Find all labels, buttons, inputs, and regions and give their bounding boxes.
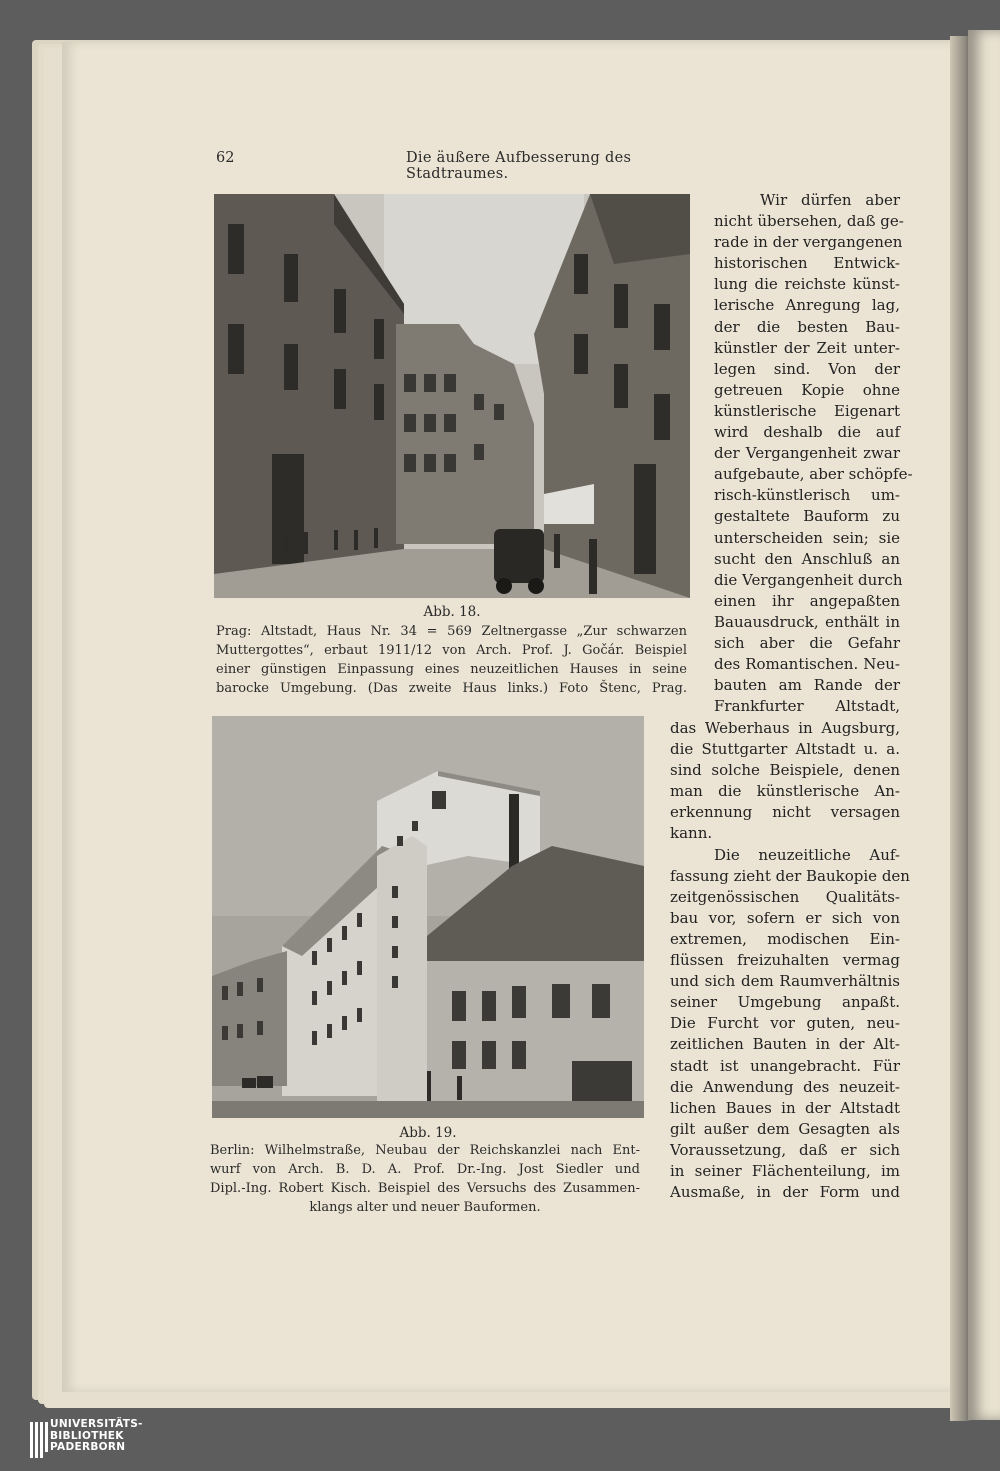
text-line: historischen Entwick- bbox=[714, 254, 900, 273]
text-line: die Anwendung des neuzeit- bbox=[670, 1077, 900, 1096]
text-line: künstler der Zeit unter- bbox=[714, 338, 900, 357]
figure-18-caption bbox=[216, 622, 687, 698]
text-line: Ausmaße, in der Form und bbox=[670, 1183, 900, 1202]
text-line: kann. bbox=[670, 824, 713, 843]
text-line: bau vor, sofern er sich von bbox=[670, 908, 900, 927]
text-line: das Weberhaus in Augsburg, bbox=[670, 719, 900, 737]
text-line: bauten am Rande der bbox=[714, 676, 900, 695]
text-line: Die neuzeitliche Auf- bbox=[714, 845, 900, 864]
figure-19-label: Abb. 19. bbox=[399, 1125, 457, 1141]
library-logo-text bbox=[50, 1419, 170, 1454]
prague-street-illustration bbox=[214, 194, 690, 598]
text-line: risch-künstlerisch um- bbox=[714, 486, 900, 505]
text-line: sind solche Beispiele, denen bbox=[670, 761, 900, 780]
text-line: sich aber die Gefahr bbox=[714, 633, 900, 652]
caption-line: einer günstigen Einpassung eines neuzeitlichen Hauses in seine bbox=[216, 662, 687, 677]
text-line: lerische Anregung lag, bbox=[714, 296, 900, 315]
berlin-building-illustration bbox=[212, 716, 644, 1118]
text-line: und sich dem Raumverhältnis bbox=[670, 972, 900, 991]
text-line: Bauausdruck, enthält in bbox=[714, 612, 900, 631]
text-line: die Stuttgarter Altstadt u. a. bbox=[670, 740, 900, 759]
text-line: unterscheiden sein; sie bbox=[714, 528, 900, 547]
text-line: der Vergangenheit zwar bbox=[714, 444, 900, 463]
caption-line: barocke Umgebung. (Das zweite Haus links.) Foto Štenc, Prag. bbox=[216, 681, 687, 696]
body-text-narrow-column bbox=[714, 190, 913, 717]
text-line: Die Furcht vor guten, neu- bbox=[670, 1014, 900, 1033]
text-line: zeitlichen Bauten in der Alt- bbox=[670, 1035, 900, 1054]
figure-18-label: Abb. 18. bbox=[423, 604, 481, 620]
caption-line: Muttergottes“, erbaut 1911/12 von Arch. Prof. J. Gočár. Beispiel bbox=[216, 643, 687, 658]
caption-line: wurf von Arch. B. D. A. Prof. Dr.-Ing. Jost Siedler und bbox=[210, 1162, 640, 1177]
logo-line: PADERBORN bbox=[50, 1441, 126, 1453]
text-line: einen ihr angepaßten bbox=[714, 591, 900, 610]
text-line: künstlerische Eigenart bbox=[714, 401, 900, 420]
text-line: lichen Baues in der Altstadt bbox=[670, 1098, 900, 1117]
text-line: legen sind. Von der bbox=[714, 359, 900, 378]
page-number: 62 bbox=[216, 150, 235, 166]
running-header bbox=[216, 150, 692, 182]
figure-18-photo bbox=[214, 194, 690, 598]
text-line: gestaltete Bauform zu bbox=[714, 507, 900, 526]
text-line: in seiner Flächenteilung, im bbox=[670, 1161, 900, 1180]
text-line: Voraussetzung, daß er sich bbox=[670, 1140, 900, 1159]
text-line: lung die reichste künst- bbox=[714, 275, 900, 294]
text-line: der die besten Bau- bbox=[714, 317, 900, 336]
text-line: man die künstlerische An- bbox=[670, 782, 900, 801]
caption-line: Dipl.-Ing. Robert Kisch. Beispiel des Versuchs des Zusammen- bbox=[210, 1181, 640, 1196]
text-line: getreuen Kopie ohne bbox=[714, 380, 900, 399]
caption-line: Berlin: Wilhelmstraße, Neubau der Reichskanzlei nach Ent- bbox=[210, 1143, 640, 1158]
text-line: nicht übersehen, daß ge- bbox=[714, 212, 904, 231]
text-line: fassung zieht der Baukopie den bbox=[670, 866, 910, 885]
text-line: seiner Umgebung anpaßt. bbox=[670, 993, 900, 1012]
text-line: wird deshalb die auf bbox=[714, 423, 900, 442]
logo-line: UNIVERSITÄTS- bbox=[50, 1418, 143, 1430]
text-line: extremen, modischen Ein- bbox=[670, 929, 900, 948]
text-line: Wir dürfen aber bbox=[760, 191, 900, 209]
caption-line: Prag: Altstadt, Haus Nr. 34 = 569 Zeltnergasse „Zur schwarzen bbox=[216, 624, 687, 639]
figure-19-caption bbox=[210, 1141, 640, 1217]
caption-line: klangs alter und neuer Bauformen. bbox=[309, 1200, 541, 1215]
body-text-wide-column bbox=[670, 718, 910, 1203]
text-line: flüssen freizuhalten vermag bbox=[670, 951, 900, 970]
text-line: stadt ist unangebracht. Für bbox=[670, 1056, 900, 1075]
text-line: zeitgenössischen Qualitäts- bbox=[670, 887, 900, 906]
text-line: sucht den Anschluß an bbox=[714, 549, 900, 568]
text-line: erkennung nicht versagen bbox=[670, 803, 900, 822]
text-line: die Vergangenheit durch bbox=[714, 570, 903, 589]
logo-line: BIBLIOTHEK bbox=[50, 1429, 124, 1442]
text-line: aufgebaute, aber schöpfe- bbox=[714, 465, 913, 484]
text-line: gilt außer dem Gesagten als bbox=[670, 1119, 900, 1138]
library-bars-icon bbox=[30, 1420, 48, 1460]
facing-page-edge bbox=[968, 30, 1000, 1420]
figure-19-photo bbox=[212, 716, 644, 1118]
text-line: Frankfurter Altstadt, bbox=[714, 697, 900, 716]
running-title: Die äußere Aufbesserung des Stadtraumes. bbox=[406, 150, 632, 182]
text-line: rade in der vergangenen bbox=[714, 233, 903, 252]
text-line: des Romantischen. Neu- bbox=[714, 655, 900, 674]
